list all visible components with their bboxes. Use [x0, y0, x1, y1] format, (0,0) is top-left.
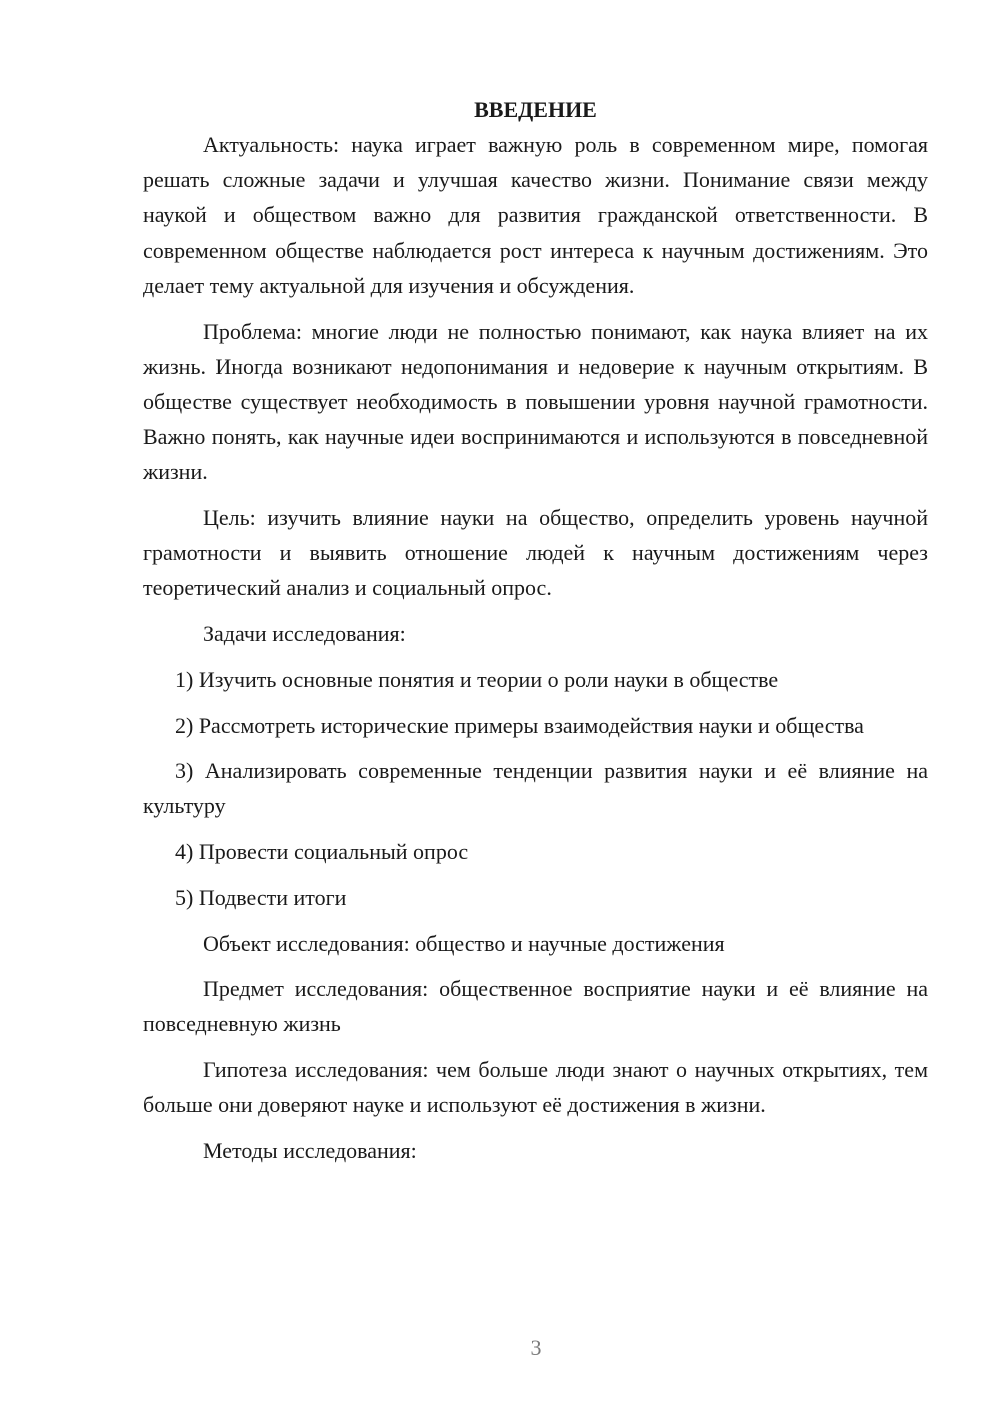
paragraph-subject: Предмет исследования: общественное восприятие науки и её влияние на повседневную жизнь [143, 976, 928, 1037]
paragraph-problem: Проблема: многие люди не полностью понимают, как наука влияет на их жизнь. Иногда возникают недопонимания и недоверие к научным открытиям. В обществе существует необходимость в повышении уровня научной грамотности. Важно понять, как научные идеи воспринимаются и используются в повседневной жизни. [143, 318, 928, 485]
task-item-1: 1) Изучить основные понятия и теории о роли науки в обществе [175, 666, 779, 692]
section-title: ВВЕДЕНИЕ [474, 97, 597, 122]
paragraph-relevance: Актуальность: наука играет важную роль в современном мире, помогая решать сложные задачи и улучшая качество жизни. Понимание связи между наукой и обществом важно для развития гражданской ответственности. В современном обществе наблюдается рост интереса к научным достижениям. Это делает тему актуальной для изучения и обсуждения. [143, 132, 928, 298]
task-item-2: 2) Рассмотреть исторические примеры взаимодействия науки и общества [175, 712, 864, 738]
task-item-3: 3) Анализировать современные тенденции развития науки и её влияние на культуру [143, 758, 928, 819]
paragraph-goal: Цель: изучить влияние науки на общество, определить уровень научной грамотности и выявить отношение людей к научным достижениям через теоретический анализ и социальный опрос. [143, 505, 928, 601]
task-item-4: 4) Провести социальный опрос [175, 839, 469, 865]
paragraph-hypothesis: Гипотеза исследования: чем больше люди знают о научных открытиях, тем больше они доверяют науке и используют её достижения в жизни. [143, 1057, 928, 1118]
document-page [143, 92, 928, 1179]
paragraph-methods-heading: Методы исследования: [203, 1138, 417, 1164]
paragraph-tasks-heading: Задачи исследования: [203, 621, 406, 647]
task-item-5: 5) Подвести итоги [175, 884, 347, 910]
paragraph-object: Объект исследования: общество и научные достижения [203, 930, 725, 956]
page-number: 3 [530, 1335, 542, 1360]
